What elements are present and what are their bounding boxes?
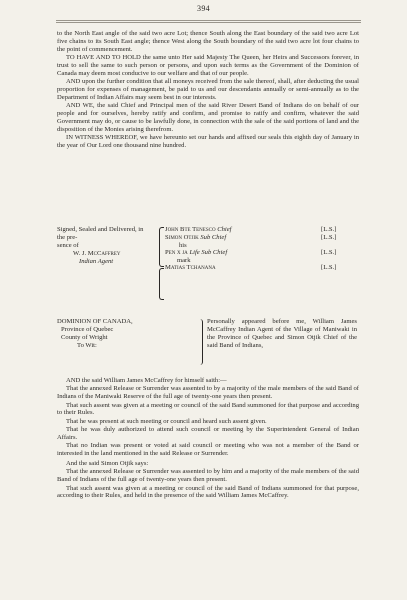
signer-name: Matias Tchanana — [165, 264, 216, 271]
header-rule-bottom — [56, 22, 361, 23]
signature-block — [57, 226, 359, 308]
seal-label: [L.S.] — [321, 249, 337, 256]
signature-brace-upper — [159, 227, 164, 267]
paragraph-in-witness: IN WITNESS WHEREOF, we have hereunto set our hands and affixed our seals this eighth day of January in the year of Our Lord one thousand nine hundred. — [57, 134, 359, 150]
witness-statement-line2: sence of — [57, 242, 79, 249]
jurisdiction-column — [57, 318, 177, 350]
signatories-column — [165, 226, 323, 272]
signer-title: Life Sub Chief — [189, 249, 228, 256]
surrender-terms-text — [57, 30, 359, 151]
paragraph-mccaffrey-saith: AND the said William James McCaffrey for himself saith:— — [66, 377, 227, 384]
page-number: 394 — [197, 4, 210, 13]
paragraph-no-outsider-voted: That no Indian was present or voted at said council or meeting who was not a member of the Band or interested in the land mentioned in the said Release or Surrender. — [57, 442, 359, 458]
signer-row-1 — [165, 226, 323, 234]
appearance-statement: Personally appeared before me, William James McCaffrey Indian Agent of the Village of Maniwaki in the Province of Quebec and Simon Otjik Chief of the said Band of Indians, — [207, 318, 357, 349]
paragraph-boundary: to the North East angle of the said two acre Lot; thence South along the East boundary of the said two acre Lot five chains to its South East angle; thence West along the South boundary of the said two acre lot four chains to the point of commencement. — [57, 30, 359, 53]
affidavit-header-block — [57, 318, 359, 366]
paragraph-present: That he was present at such meeting or council and heard such assent given. — [66, 417, 267, 425]
witness-column — [57, 226, 153, 266]
paragraph-assent-majority: That the annexed Release or Surrender was assented to by a majority of the male members of the said Band of Indians of the Maniwaki Reserve of the full age of twenty-one years then present. — [57, 385, 359, 401]
paragraph-authorized: That he was duly authorized to attend such council or meeting by the Superintendent General of Indian Affairs. — [57, 426, 359, 441]
paragraph-to-have-and-to-hold: TO HAVE AND TO HOLD the same unto Her said Majesty The Queen, her Heirs and Successors forever, in trust to sell the same to such person or persons, and upon such terms as the Government of the Dominion of Canada may deem most conducive to our welfare and that of our people. — [57, 54, 359, 77]
paragraph-meeting-rules: That such assent was given at a meeting or council of the said Band summoned for that purpose and according to their Rules. — [57, 401, 359, 417]
jurisdiction-brace — [197, 319, 203, 365]
signer-row-4 — [165, 264, 323, 272]
signer-row-2 — [165, 234, 323, 242]
header-rule-top — [56, 20, 361, 21]
his-label: his — [179, 242, 187, 249]
mark-label: mark — [177, 257, 191, 264]
seal-label: [L.S.] — [321, 226, 337, 233]
seal-label: [L.S.] — [321, 234, 337, 241]
paragraph-moneys-condition: AND upon the further condition that all moneys received from the sale thereof, shall, after deducting the usual proportion for expenses of management, be paid to us and our descendants annually or semi-annually as to the Department of Indian Affairs may seem best in our interests. — [57, 78, 359, 102]
seal-label: [L.S.] — [321, 264, 337, 271]
agent-name: W. J. McCaffrey — [73, 250, 121, 257]
agent-title: Indian Agent — [79, 258, 114, 265]
jurisdiction-county: County of Wright — [61, 334, 108, 341]
paragraph-otjik-assent: That the annexed Release or Surrender was assented to by him and a majority of the male members of the said Band of Indians of the full age of twenty-one years then present. — [57, 468, 359, 484]
jurisdiction-province: Province of Quebec — [61, 326, 114, 333]
affidavit-text — [57, 377, 359, 501]
paragraph-otjik-says: And the said Simon Otjik says: — [66, 460, 149, 468]
signer-row-3 — [165, 249, 323, 257]
jurisdiction-to-wit: To Wit: — [77, 342, 97, 349]
signer-name: John Bte Tenesco — [165, 226, 216, 233]
signature-brace-lower — [159, 268, 164, 300]
signer-title: Chief — [217, 226, 232, 233]
signer-name: Pen x ja — [165, 249, 188, 256]
jurisdiction-dominion: DOMINION OF CANADA, — [57, 318, 133, 325]
paragraph-ratify: AND WE, the said Chief and Principal men of the said River Desert Band of Indians do on behalf of our people and for ourselves, hereby ratify and confirm, and promise to ratify and confirm, whatever the said Government may do, or cause to be lawfully done, in connection with the sale of the said portions of land and the disposition of the Monies arising therefrom. — [57, 102, 359, 134]
witness-statement-line1: Signed, Sealed and Delivered, in the pre- — [57, 226, 144, 241]
signer-name: Simon Otjik — [165, 234, 199, 241]
paragraph-otjik-meeting: That such assent was given at a meeting or council of the said Band of Indians summoned for that purpose, according to their Rules, and held in the presence of the said William James McCaffrey. — [57, 484, 359, 500]
signer-title: Sub Chief — [200, 234, 227, 241]
